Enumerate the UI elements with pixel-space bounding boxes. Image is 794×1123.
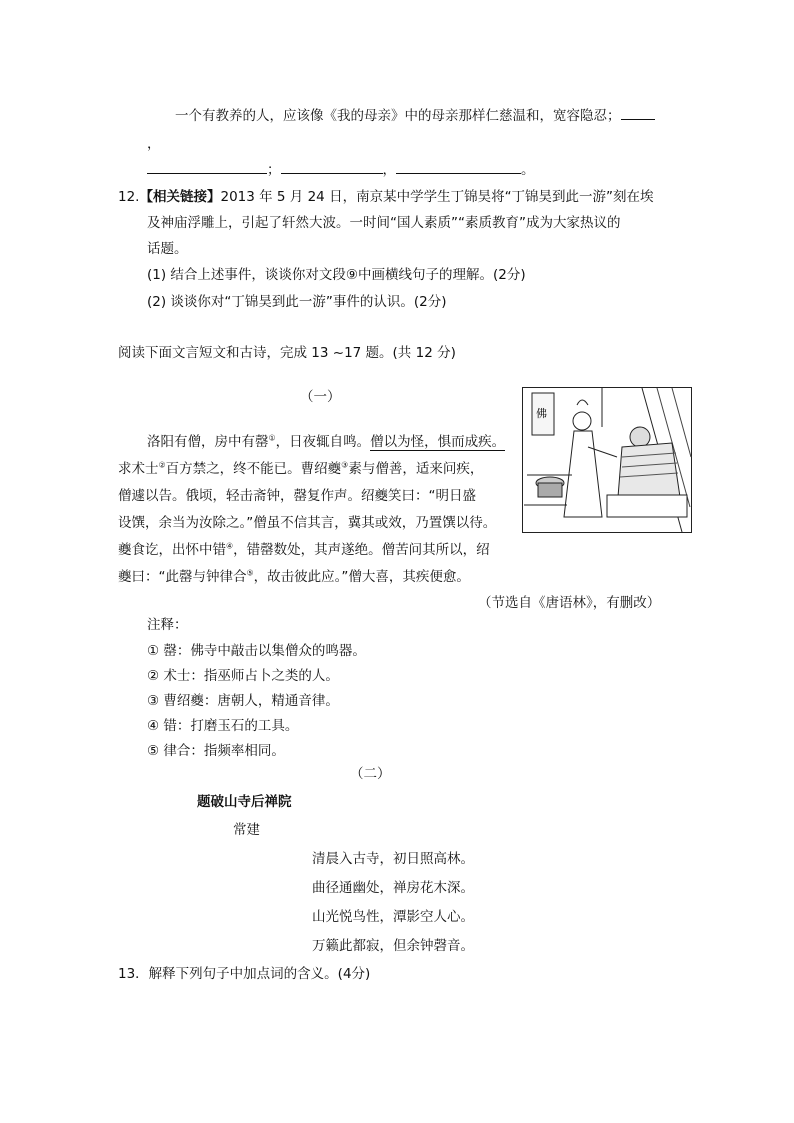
separator: ； (267, 162, 281, 178)
note-ref: ② (158, 460, 166, 470)
intro-line (175, 104, 655, 124)
text: 夔食讫，出怀中错 (118, 542, 226, 558)
q12-line1 (118, 185, 654, 205)
text: 求术士 (118, 461, 159, 477)
intro-text: 一个有教养的人，应该像《我的母亲》中的母亲那样仁慈温和，宽容隐忍； (175, 108, 621, 124)
text: ，故击彼此应。”僧大喜，其疾便愈。 (253, 569, 470, 585)
text: ，错罄数处，其声遂绝。僧苦问其所以，绍 (233, 542, 490, 558)
note-ref: ④ (226, 541, 234, 551)
reading-intro: 阅读下面文言短文和古诗，完成 13 ~17 题。(共 12 分) (118, 345, 456, 361)
poem-author: 常建 (233, 822, 260, 838)
part1-line4: 设馔，余当为汝除之。”僧虽不信其言，冀其或效，乃置馔以待。 (118, 515, 497, 531)
intro-blanks-line (147, 158, 535, 178)
part1-line2 (118, 457, 483, 477)
part1-line5 (118, 538, 490, 558)
q12-text: 2013 年 5 月 24 日，南京某中学学生丁锦昊将“丁锦昊到此一游”刻在埃 (220, 189, 654, 205)
q12-tag: 【相关链接】 (139, 189, 221, 205)
intro-comma: ， (147, 136, 161, 152)
q12-sub2: (2) 谈谈你对“丁锦昊到此一游”事件的认识。(2分) (147, 294, 447, 310)
part1-heading: （一） (300, 389, 341, 405)
illustration (522, 387, 692, 533)
separator: ， (382, 162, 396, 178)
note-ref: ① (268, 433, 276, 443)
source-note: （节选自《唐语林》，有删改） (478, 595, 661, 611)
poem-line: 山光悦鸟性，潭影空人心。 (312, 909, 474, 925)
note-item: ④ 错：打磨玉石的工具。 (147, 718, 299, 734)
q12-sub1: (1) 结合上述事件，谈谈你对文段⑨中画横线句子的理解。(2分) (147, 267, 526, 283)
text: 百方禁之，终不能已。曹绍夔 (165, 461, 342, 477)
q12-line3: 话题。 (147, 241, 188, 257)
q13: 13．解释下列句子中加点词的含义。(4分) (118, 966, 371, 982)
note-ref: ③ (341, 460, 349, 470)
poem-line: 曲径通幽处，禅房花木深。 (312, 880, 474, 896)
part1-line6 (118, 565, 470, 585)
poem-line: 清晨入古寺，初日照高林。 (312, 851, 474, 867)
notes-title: 注释： (147, 617, 188, 633)
answer-blank[interactable] (621, 118, 655, 120)
monk-illustration (522, 387, 692, 533)
text: ，日夜辄自鸣。 (275, 434, 371, 450)
poem-line: 万籁此都寂，但余钟磬音。 (312, 938, 474, 954)
part1-line3: 僧遽以告。俄顷，轻击斋钟，罄复作声。绍夔笑曰：“明日盛 (118, 488, 476, 504)
note-ref: ⑤ (246, 568, 254, 578)
q12-line2: 及神庙浮雕上，引起了轩然大波。一时间“国人素质”“素质教育”成为大家热议的 (147, 215, 621, 231)
answer-blank[interactable] (147, 172, 267, 174)
text: 夔曰：“此罄与钟律合 (118, 569, 247, 585)
poem-title: 题破山寺后禅院 (197, 794, 292, 810)
separator: 。 (521, 162, 535, 178)
q12-number: 12. (118, 189, 140, 205)
note-item: ① 罄：佛寺中敲击以集僧众的鸣器。 (147, 643, 366, 659)
text: 素与僧善，适来问疾， (348, 461, 484, 477)
text: 洛阳有僧，房中有罄 (147, 434, 269, 450)
part1-line1 (147, 430, 505, 450)
note-item: ⑤ 律合：指频率相同。 (147, 743, 285, 759)
note-item: ③ 曹绍夔：唐朝人，精通音律。 (147, 693, 339, 709)
scroll-text: 佛 (536, 407, 547, 420)
part2-heading: （二） (350, 766, 391, 782)
note-item: ② 术士：指巫师占卜之类的人。 (147, 668, 339, 684)
answer-blank[interactable] (281, 172, 383, 174)
answer-blank[interactable] (396, 172, 521, 174)
underlined-sentence: 僧以为怪，惧而成疾。 (370, 434, 506, 450)
